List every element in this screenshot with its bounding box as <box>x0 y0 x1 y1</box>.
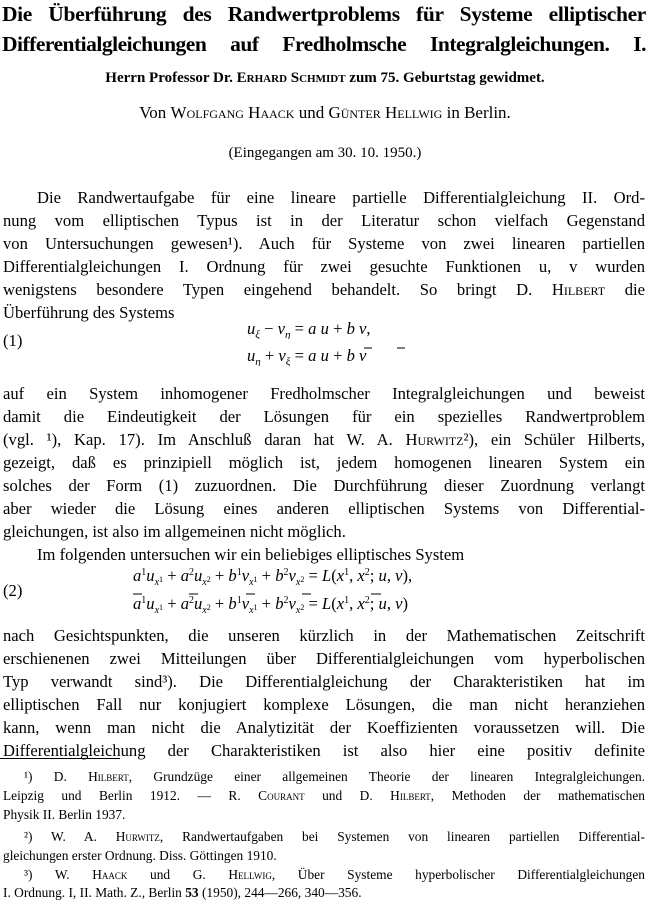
cited-author: Hilbert <box>88 769 129 784</box>
footnote-3-line: I. Ordnung. I, II. Math. Z., Berlin 53 (1950), 244—266, 340—356. <box>3 885 362 900</box>
svg-text:uξ − vη = a u + b v,: $u_\xi - v_\eta = a$ u + b v, <box>247 319 371 339</box>
cited-author: Courant <box>258 788 305 803</box>
paragraph-2-line: gezeigt, daß es prinzipiell möglich ist, jedem homogenen linearen System ein <box>3 453 645 472</box>
dedicatee-name: Erhard Schmidt <box>236 70 346 86</box>
paragraph-1-line: Überführung des Systems <box>3 303 175 322</box>
equation-1-row-1 <box>247 319 427 343</box>
paragraph-1-line: Die Randwertaufgabe für eine lineare partielle Differentialgleichung II. Ord- <box>37 188 645 207</box>
svg-text:a1ux1 + a2ux2 + b1vx1 + b2vx2: $a^1u_x1 + a^2u_x2 + b^1v_x1 + b^2v_x2 = L(x^1$, $x^2$; u, v) <box>133 594 409 615</box>
cited-author: Hellwig <box>228 867 272 882</box>
footnote-1-line: ¹) D. Hilbert, Grundzüge einer allgemeinen Theorie der linearen Integralgleichungen. <box>24 769 646 784</box>
cited-author: Hurwitz <box>115 829 160 844</box>
paragraph-2-line: aber wieder die Lösung eines anderen elliptischen Systems von Differential- <box>3 499 645 518</box>
equation-2-row-2 <box>133 591 533 619</box>
footnote-1-line: Physik II. Berlin 1937. <box>3 807 126 822</box>
equation-2-row-2-render <box>133 591 533 615</box>
footnote-2-line: gleichungen erster Ordnung. Diss. Göttingen 1910. <box>3 848 277 863</box>
svg-text:a1ux1 + a2ux2 + b1vx1 + b2vx2: $a^1u_x1 + a^2u_x2 + b^1v_x1 + b^2v_x2 = L(x^1$, $x^2$; u, v), <box>133 566 413 588</box>
title-line-2: Differentialgleichungen auf Fredholmsche Integralgleichungen. I. <box>2 32 646 56</box>
paragraph-4-line: Differentialgleichung der Charakteristiken ist also hier eine positiv definite <box>3 741 645 760</box>
paragraph-3-line: Im folgenden untersuchen wir ein beliebiges elliptisches System <box>37 545 465 564</box>
svg-text:uη + vξ = a u + b v: $u_\eta + v_\xi = a$ u + b v <box>247 346 367 366</box>
received-date: (Eingegangen am 30. 10. 1950.) <box>228 145 422 161</box>
volume-number: 53 <box>185 885 199 900</box>
equation-2-number: (2) <box>3 581 23 600</box>
author-1: Wolfgang Haack <box>170 103 295 122</box>
equation-1-row-2 <box>247 344 427 370</box>
paragraph-1-line: von Untersuchungen gewesen¹). Auch für Systeme von zwei linearen partiellen <box>3 234 645 253</box>
dedication: Herrn Professor Dr. Erhard Schmidt zum 75. Geburtstag gewidmet. <box>105 70 545 86</box>
paragraph-4-line: elliptischen Fall nur konjugiert komplexe Lösungen, die man nicht heranziehen <box>3 695 645 714</box>
cited-author: Haack <box>92 867 128 882</box>
author-2: Günter Hellwig <box>328 103 443 122</box>
paragraph-2-line: (vgl. ¹), Kap. 17). Im Anschluß daran hat W. A. Hurwitz²), ein Schüler Hilberts, <box>3 430 645 449</box>
paragraph-4-line: erschienenen zwei Mitteilungen über Differentialgleichungen vom hyperbolischen <box>3 649 645 668</box>
equation-1-number: (1) <box>3 331 23 350</box>
paragraph-1-line: wenigstens besondere Typen eingehend behandelt. So bringt D. Hilbert die <box>3 280 646 299</box>
paragraph-1-line: nung vom elliptischen Typus ist in der Literatur schon vielfach Gegenstand <box>3 211 645 230</box>
paragraph-2-line: auf ein System inhomogener Fredholmscher Integralgleichungen und beweist <box>3 384 645 403</box>
equation-2-row-1 <box>133 566 533 592</box>
paragraph-2-line: gleichungen, ist also im allgemeinen nicht möglich. <box>3 522 346 541</box>
paragraph-2-line: damit die Eindeutigkeit der Lösungen für ein spezielles Randwertproblem <box>3 407 645 426</box>
cited-author: Hilbert <box>551 280 606 299</box>
footnote-2-line: ²) W. A. Hurwitz, Randwertaufgaben bei Systemen von linearen partiellen Differential- <box>24 829 645 844</box>
cited-author: Hurwitz <box>405 430 464 449</box>
author-line: Von Wolfgang Haack und Günter Hellwig in Berlin. <box>139 103 511 122</box>
paragraph-4-line: Typ verwandt sind³). Die Differentialgleichung der Charakteristiken hat im <box>3 672 645 691</box>
paragraph-2-line: solches der Form (1) zuzuordnen. Die Durchführung dieser Zuordnung verlangt <box>3 476 645 495</box>
footnote-1-line: Leipzig und Berlin 1912. — R. Courant und D. Hilbert, Methoden der mathematischen <box>3 788 645 803</box>
footnote-rule <box>0 758 120 759</box>
equation-2-row-1-render <box>133 566 533 588</box>
equation-1-row-1-render <box>247 319 427 339</box>
footnote-3-line: ³) W. Haack und G. Hellwig, Über Systeme hyperbolischer Differentialgleichungen <box>24 867 645 882</box>
cited-author: Hilbert <box>390 788 431 803</box>
equation-1-row-2-render <box>247 344 427 366</box>
title-line-1: Die Überführung des Randwertproblems für Systeme elliptischer <box>2 2 646 26</box>
paragraph-1-line: Differentialgleichungen I. Ordnung für zwei gesuchte Funktionen u, v wurden <box>3 257 645 276</box>
paragraph-4-line: nach Gesichtspunkten, die unseren kürzlich in der Mathematischen Zeitschrift <box>3 626 645 645</box>
paragraph-4-line: kann, wenn man nicht die Analytizität der Koeffizienten voraussetzen will. Die <box>3 718 645 737</box>
